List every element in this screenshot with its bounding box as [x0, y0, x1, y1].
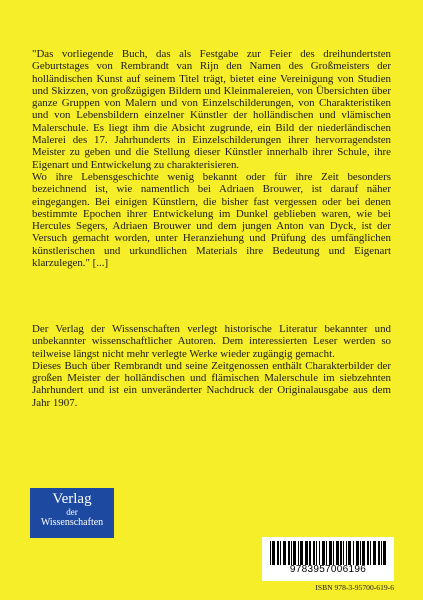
- logo-line-verlag: Verlag: [52, 491, 92, 507]
- barcode-bar: [288, 541, 290, 565]
- logo-line-wissenschaften: Wissenschaften: [40, 517, 104, 528]
- barcode-bar: [272, 541, 275, 565]
- barcode-bar: [353, 541, 354, 565]
- barcode-bar: [356, 541, 359, 565]
- publisher-paragraph-1: Der Verlag der Wissenschaften verlegt historische Literatur bekannter und unbekannter wissenschaftlicher Autoren. Dem interessierten Leser werden so teilweise längst nicht mehr verlegte Werke wieder zugängig gemacht.: [32, 323, 391, 360]
- barcode-bar: [316, 541, 317, 565]
- barcode-bar: [381, 541, 382, 565]
- barcode-bar: [360, 541, 361, 565]
- barcode-bar: [313, 541, 315, 565]
- barcode-bar: [378, 541, 380, 565]
- barcode-bar: [280, 541, 281, 565]
- barcode-bar: [340, 541, 342, 565]
- barcode-bar: [343, 541, 344, 565]
- barcode-bar: [348, 541, 351, 565]
- barcode-bar: [336, 541, 339, 565]
- barcode-bar: [309, 541, 311, 565]
- publisher-paragraph-2: Dieses Buch über Rembrandt und seine Zeitgenossen enthält Charakterbilder der großen Meister der holländischen und flämischen Malerschule im siebzehnten Jahrhundert und ist ein unveränderter Nachdruck der Originalausgabe aus dem Jahr 1907.: [32, 359, 391, 409]
- barcode-bar: [291, 541, 292, 565]
- barcode-bar: [333, 541, 334, 565]
- barcode-bar: [293, 541, 296, 565]
- barcode-bar: [346, 541, 347, 565]
- barcode-bar: [370, 541, 371, 565]
- barcode-bar: [329, 541, 332, 565]
- quote-paragraph-2: Wo ihre Lebensgeschichte wenig bekannt oder für ihre Zeit besonders bezeichnend ist, wie namentlich bei Adriaen Brouwer, ist darauf näher eingegangen. Bei einigen Künstlern, die bisher fast vergessen oder bei denen bestimmte Epochen ihrer Entwickelung im Dunkel geblieben waren, wie bei Hercules Segers, Adriaen Brouwer und dem jungen Anton van Dyck, ist der Versuch gemacht worden, unter Heranziehung und Prüfung des umfänglichen künstlerischen und urkundlichen Materials ihre Bedeutung und Eigenart klarzulegen." [...]: [32, 170, 391, 270]
- logo-line-der: der: [66, 507, 78, 517]
- barcode-bar: [270, 541, 271, 565]
- barcode-bar: [300, 541, 303, 565]
- barcode-bar: [383, 541, 386, 565]
- barcode-bar: [319, 541, 320, 565]
- barcode-bars: [270, 541, 386, 565]
- quote-paragraph-1: "Das vorliegende Buch, das als Festgabe zur Feier des dreihundertsten Geburtstages von Rembrandt van Rijn den Namen des Großmeisters der holländischen Kunst auf seinem Titel trägt, bietet eine Vereinigung von Studien und Skizzen, von großzügigen Bildern und Kleinmalereien, von Übersichten über ganze Gruppen von Malern und von Einzelschilderungen, von Charakteristiken und von Lebensbildern einzelner Künstler der holländischen und vlämischen Malerschule. Es liegt ihm die Absicht zugrunde, ein Bild der niederländischen Malerei des 17. Jahrhunderts in Einzelschilderungen ihrer hervorragendsten Meister zu geben und die Stellung dieser Künstler innerhalb ihrer Schule, ihre Eigenart und Entwickelung zu charakterisieren.: [32, 48, 391, 171]
- barcode-bar: [305, 541, 308, 565]
- barcode-bar: [367, 541, 369, 565]
- barcode-bar: [326, 541, 327, 565]
- barcode-bar: [322, 541, 325, 565]
- barcode-bar: [298, 541, 299, 565]
- barcode-digits: 9783957006196: [289, 564, 367, 575]
- publisher-logo: [30, 488, 114, 538]
- barcode-bar: [277, 541, 279, 565]
- back-cover-quote: [32, 48, 391, 269]
- barcode: [262, 537, 394, 581]
- barcode-bar: [283, 541, 286, 565]
- barcode-bar: [373, 541, 376, 565]
- isbn-number: ISBN 978-3-95700-619-6: [315, 583, 394, 592]
- barcode-bar: [362, 541, 365, 565]
- publisher-description: [32, 323, 391, 409]
